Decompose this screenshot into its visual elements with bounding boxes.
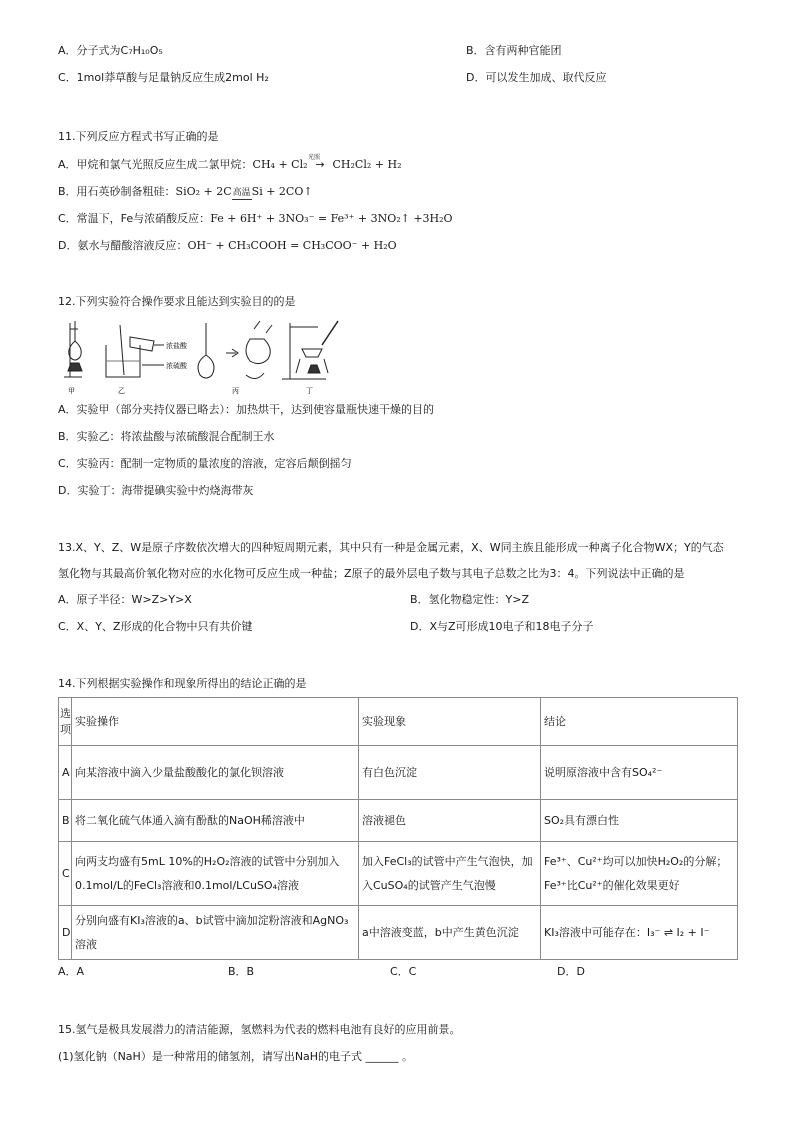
- q13-option-c: C．X、Y、Z形成的化合物中只有共价键: [58, 620, 253, 633]
- q13-stem-line1: 13.X、Y、Z、W是原子序数依次增大的四种短周期元素，其中只有一种是金属元素，X、W同主族且能形成一种离子化合物WX；Y的气态: [58, 541, 724, 554]
- table-cell-conclusion: 说明原溶液中含有SO₄²⁻: [541, 746, 738, 800]
- q14-table: [58, 697, 738, 960]
- q11-eq-b-right: Si + 2CO↑: [251, 185, 313, 198]
- table-header-phenomenon: 实验现象: [359, 698, 541, 746]
- q11-eq-b-condition: 高温: [232, 188, 251, 198]
- table-row: [59, 746, 738, 800]
- q12-option-c: C．实验丙：配制一定物质的量浓度的溶液，定容后颠倒摇匀: [58, 457, 352, 470]
- table-row: [59, 800, 738, 842]
- table-cell-conclusion: Fe³⁺、Cu²⁺均可以加快H₂O₂的分解；Fe³⁺比Cu²⁺的催化效果更好: [541, 842, 738, 906]
- q12-option-d: D．实验丁：海带提碘实验中灼烧海带灰: [58, 484, 254, 497]
- table-cell-conclusion: KI₃溶液中可能存在：I₃⁻ ⇌ I₂ + I⁻: [541, 906, 738, 960]
- q11-eq-d: OH⁻ + CH₃COOH = CH₃COO⁻ + H₂O: [187, 239, 397, 252]
- q14-option-c: C．C: [390, 965, 417, 978]
- table-row: [59, 906, 738, 960]
- q11-option-d-text: D．氨水与醋酸溶液反应：: [58, 239, 188, 252]
- q11-option-a: [58, 154, 402, 173]
- table-cell-operation: 将二氧化硫气体通入滴有酚酞的NaOH稀溶液中: [72, 800, 359, 842]
- arrow-right-icon: →: [315, 158, 325, 171]
- q12-reagent-label-2: 浓硫酸: [166, 362, 187, 370]
- q11-eq-a-left: CH₄ + Cl₂: [252, 158, 312, 171]
- table-header-conclusion: 结论: [541, 698, 738, 746]
- table-cell-conclusion: SO₂具有漂白性: [541, 800, 738, 842]
- table-cell-option: B: [59, 800, 72, 842]
- q11-stem: 11.下列反应方程式书写正确的是: [58, 130, 219, 143]
- q11-option-c: [58, 211, 453, 227]
- q11-option-b: [58, 184, 313, 200]
- q11-option-c-text: C．常温下，Fe与浓硝酸反应：: [58, 212, 211, 225]
- q12-option-a: A．实验甲（部分夹持仪器已略去）：加热烘干，达到使容量瓶快速干燥的目的: [58, 403, 435, 416]
- q12-stem: 12.下列实验符合操作要求且能达到实验目的的是: [58, 295, 296, 308]
- table-cell-operation: 向某溶液中滴入少量盐酸酸化的氯化钡溶液: [72, 746, 359, 800]
- q14-option-b: B．B: [228, 965, 255, 978]
- q12-option-b: B．实验乙：将浓盐酸与浓硫酸混合配制王水: [58, 430, 275, 443]
- table-cell-option: C: [59, 842, 72, 906]
- q11-eq-a-right: CH₂Cl₂ + H₂: [329, 158, 402, 171]
- q11-option-a-text: A．甲烷和氯气光照反应生成二氯甲烷：: [58, 158, 253, 171]
- q12-apparatus-figure: [60, 315, 400, 397]
- q10-option-c: C．1mol莽草酸与足量钠反应生成2mol H₂: [58, 71, 269, 84]
- q12-reagent-label-1: 浓盐酸: [166, 342, 187, 350]
- table-cell-phenomenon: a中溶液变蓝，b中产生黄色沉淀: [359, 906, 541, 960]
- q12-fig-label-ding: 丁: [306, 387, 313, 395]
- q10-option-d: D．可以发生加成、取代反应: [466, 71, 607, 84]
- table-cell-option: A: [59, 746, 72, 800]
- table-cell-operation: 向两支均盛有5mL 10%的H₂O₂溶液的试管中分别加入0.1mol/L的FeCl₃溶液和0.1mol/LCuSO₄溶液: [72, 842, 359, 906]
- q11-eq-a-condition: 光照: [308, 154, 321, 161]
- q14-stem: 14.下列根据实验操作和现象所得出的结论正确的是: [58, 677, 307, 690]
- q13-stem-line2: 氢化物与其最高价氧化物对应的水化物可反应生成一种盐；Z原子的最外层电子数与其电子总数之比为3：4。下列说法中正确的是: [58, 567, 685, 580]
- q15-subquestion-1: (1)氢化钠（NaH）是一种常用的储氢剂，请写出NaH的电子式 ______ 。: [58, 1050, 414, 1063]
- q11-eq-b-left: SiO₂ + 2C: [175, 185, 232, 198]
- q10-option-a: A．分子式为C₇H₁₀O₅: [58, 44, 163, 57]
- q12-fig-label-jia: 甲: [68, 387, 75, 395]
- table-cell-option: D: [59, 906, 72, 960]
- q12-fig-label-bing: 丙: [232, 387, 239, 395]
- q11-eq-c: Fe + 6H⁺ + 3NO₃⁻ = Fe³⁺ + 3NO₂↑ +3H₂O: [210, 212, 453, 225]
- table-header-operation: 实验操作: [72, 698, 359, 746]
- q13-option-b: B．氢化物稳定性：Y>Z: [410, 593, 530, 606]
- q11-option-b-text: B．用石英砂制备粗硅：: [58, 185, 176, 198]
- table-cell-phenomenon: 溶液褪色: [359, 800, 541, 842]
- table-cell-phenomenon: 有白色沉淀: [359, 746, 541, 800]
- q13-option-a: A．原子半径：W>Z>Y>X: [58, 593, 192, 606]
- table-header-option: 选项: [59, 698, 72, 746]
- q11-option-d: [58, 238, 397, 254]
- lab-apparatus-icon: [60, 315, 400, 397]
- table-row: [59, 842, 738, 906]
- q12-fig-label-yi: 乙: [118, 387, 125, 395]
- q14-option-a: A．A: [58, 965, 85, 978]
- q14-option-d: D．D: [557, 965, 585, 978]
- table-cell-operation: 分别向盛有KI₃溶液的a、b试管中滴加淀粉溶液和AgNO₃溶液: [72, 906, 359, 960]
- table-cell-phenomenon: 加入FeCl₃的试管中产生气泡快，加入CuSO₄的试管产生气泡慢: [359, 842, 541, 906]
- table-header-row: [59, 698, 738, 746]
- q15-stem: 15.氢气是极具发展潜力的清洁能源，氢燃料为代表的燃料电池有良好的应用前景。: [58, 1023, 461, 1036]
- q13-option-d: D．X与Z可形成10电子和18电子分子: [410, 620, 594, 633]
- q11-eq-a-arrow: [308, 154, 329, 173]
- q10-option-b: B．含有两种官能团: [466, 44, 562, 57]
